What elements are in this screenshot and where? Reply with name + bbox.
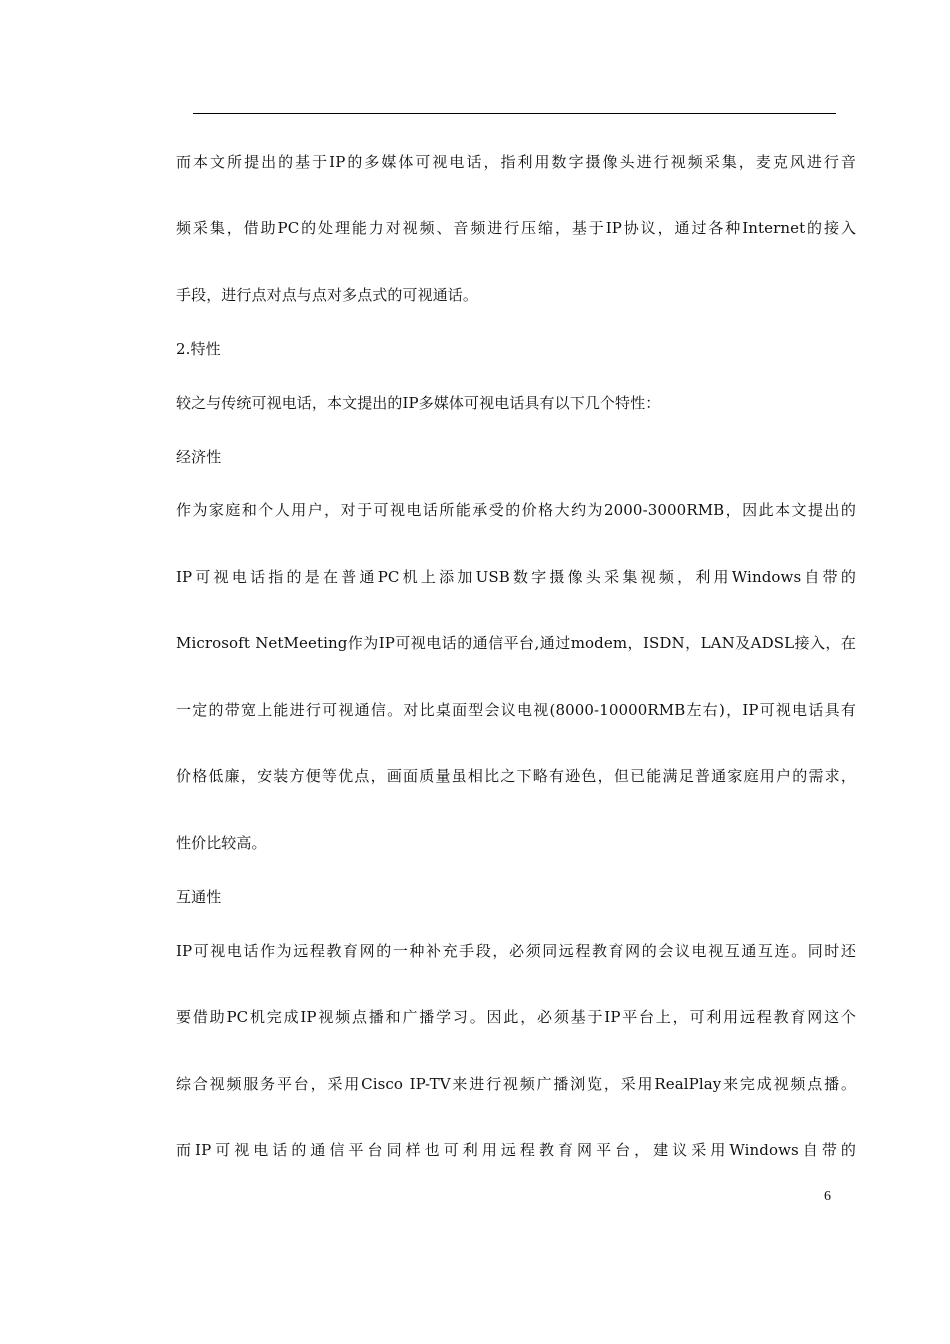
- paragraph-line: 性价比较高。: [176, 834, 267, 852]
- paragraph-line: 作为家庭和个人用户，对于可视电话所能承受的价格大约为2000-3000RMB，因此本文提出的: [176, 501, 856, 519]
- paragraph-line: 而IP可视电话的通信平台同样也可利用远程教育网平台，建议采用Windows自带的: [176, 1141, 856, 1159]
- paragraph-line: IP可视电话指的是在普通PC机上添加USB数字摄像头采集视频，利用Windows自带的: [176, 568, 856, 586]
- paragraph-line: IP可视电话作为远程教育网的一种补充手段，必须同远程教育网的会议电视互通互连。同时还: [176, 942, 856, 960]
- paragraph-line: 一定的带宽上能进行可视通信。对比桌面型会议电视(8000-10000RMB左右)，IP可视电话具有: [176, 701, 856, 719]
- paragraph-line: 综合视频服务平台，采用Cisco IP-TV来进行视频广播浏览，采用RealPlay来完成视频点播。: [176, 1075, 856, 1093]
- subsection-heading: 互通性: [176, 888, 222, 906]
- paragraph-line: 手段，进行点对点与点对多点式的可视通话。: [176, 286, 479, 304]
- paragraph-line: 价格低廉，安装方便等优点，画面质量虽相比之下略有逊色，但已能满足普通家庭用户的需求，: [176, 767, 856, 785]
- subsection-heading: 经济性: [176, 448, 222, 466]
- page-number: 6: [824, 1189, 831, 1204]
- section-heading: 2.特性: [176, 340, 221, 358]
- paragraph-line: Microsoft NetMeeting作为IP可视电话的通信平台,通过modem，ISDN，LAN及ADSL接入，在: [176, 634, 856, 652]
- paragraph-line: 频采集，借助PC的处理能力对视频、音频进行压缩，基于IP协议，通过各种Internet的接入: [176, 219, 856, 237]
- header-rule: [193, 113, 836, 114]
- paragraph-line: 较之与传统可视电话，本文提出的IP多媒体可视电话具有以下几个特性：: [176, 394, 661, 412]
- paragraph-line: 而本文所提出的基于IP的多媒体可视电话，指利用数字摄像头进行视频采集，麦克风进行音: [176, 153, 856, 171]
- paragraph-line: 要借助PC机完成IP视频点播和广播学习。因此，必须基于IP平台上，可利用远程教育网这个: [176, 1008, 856, 1026]
